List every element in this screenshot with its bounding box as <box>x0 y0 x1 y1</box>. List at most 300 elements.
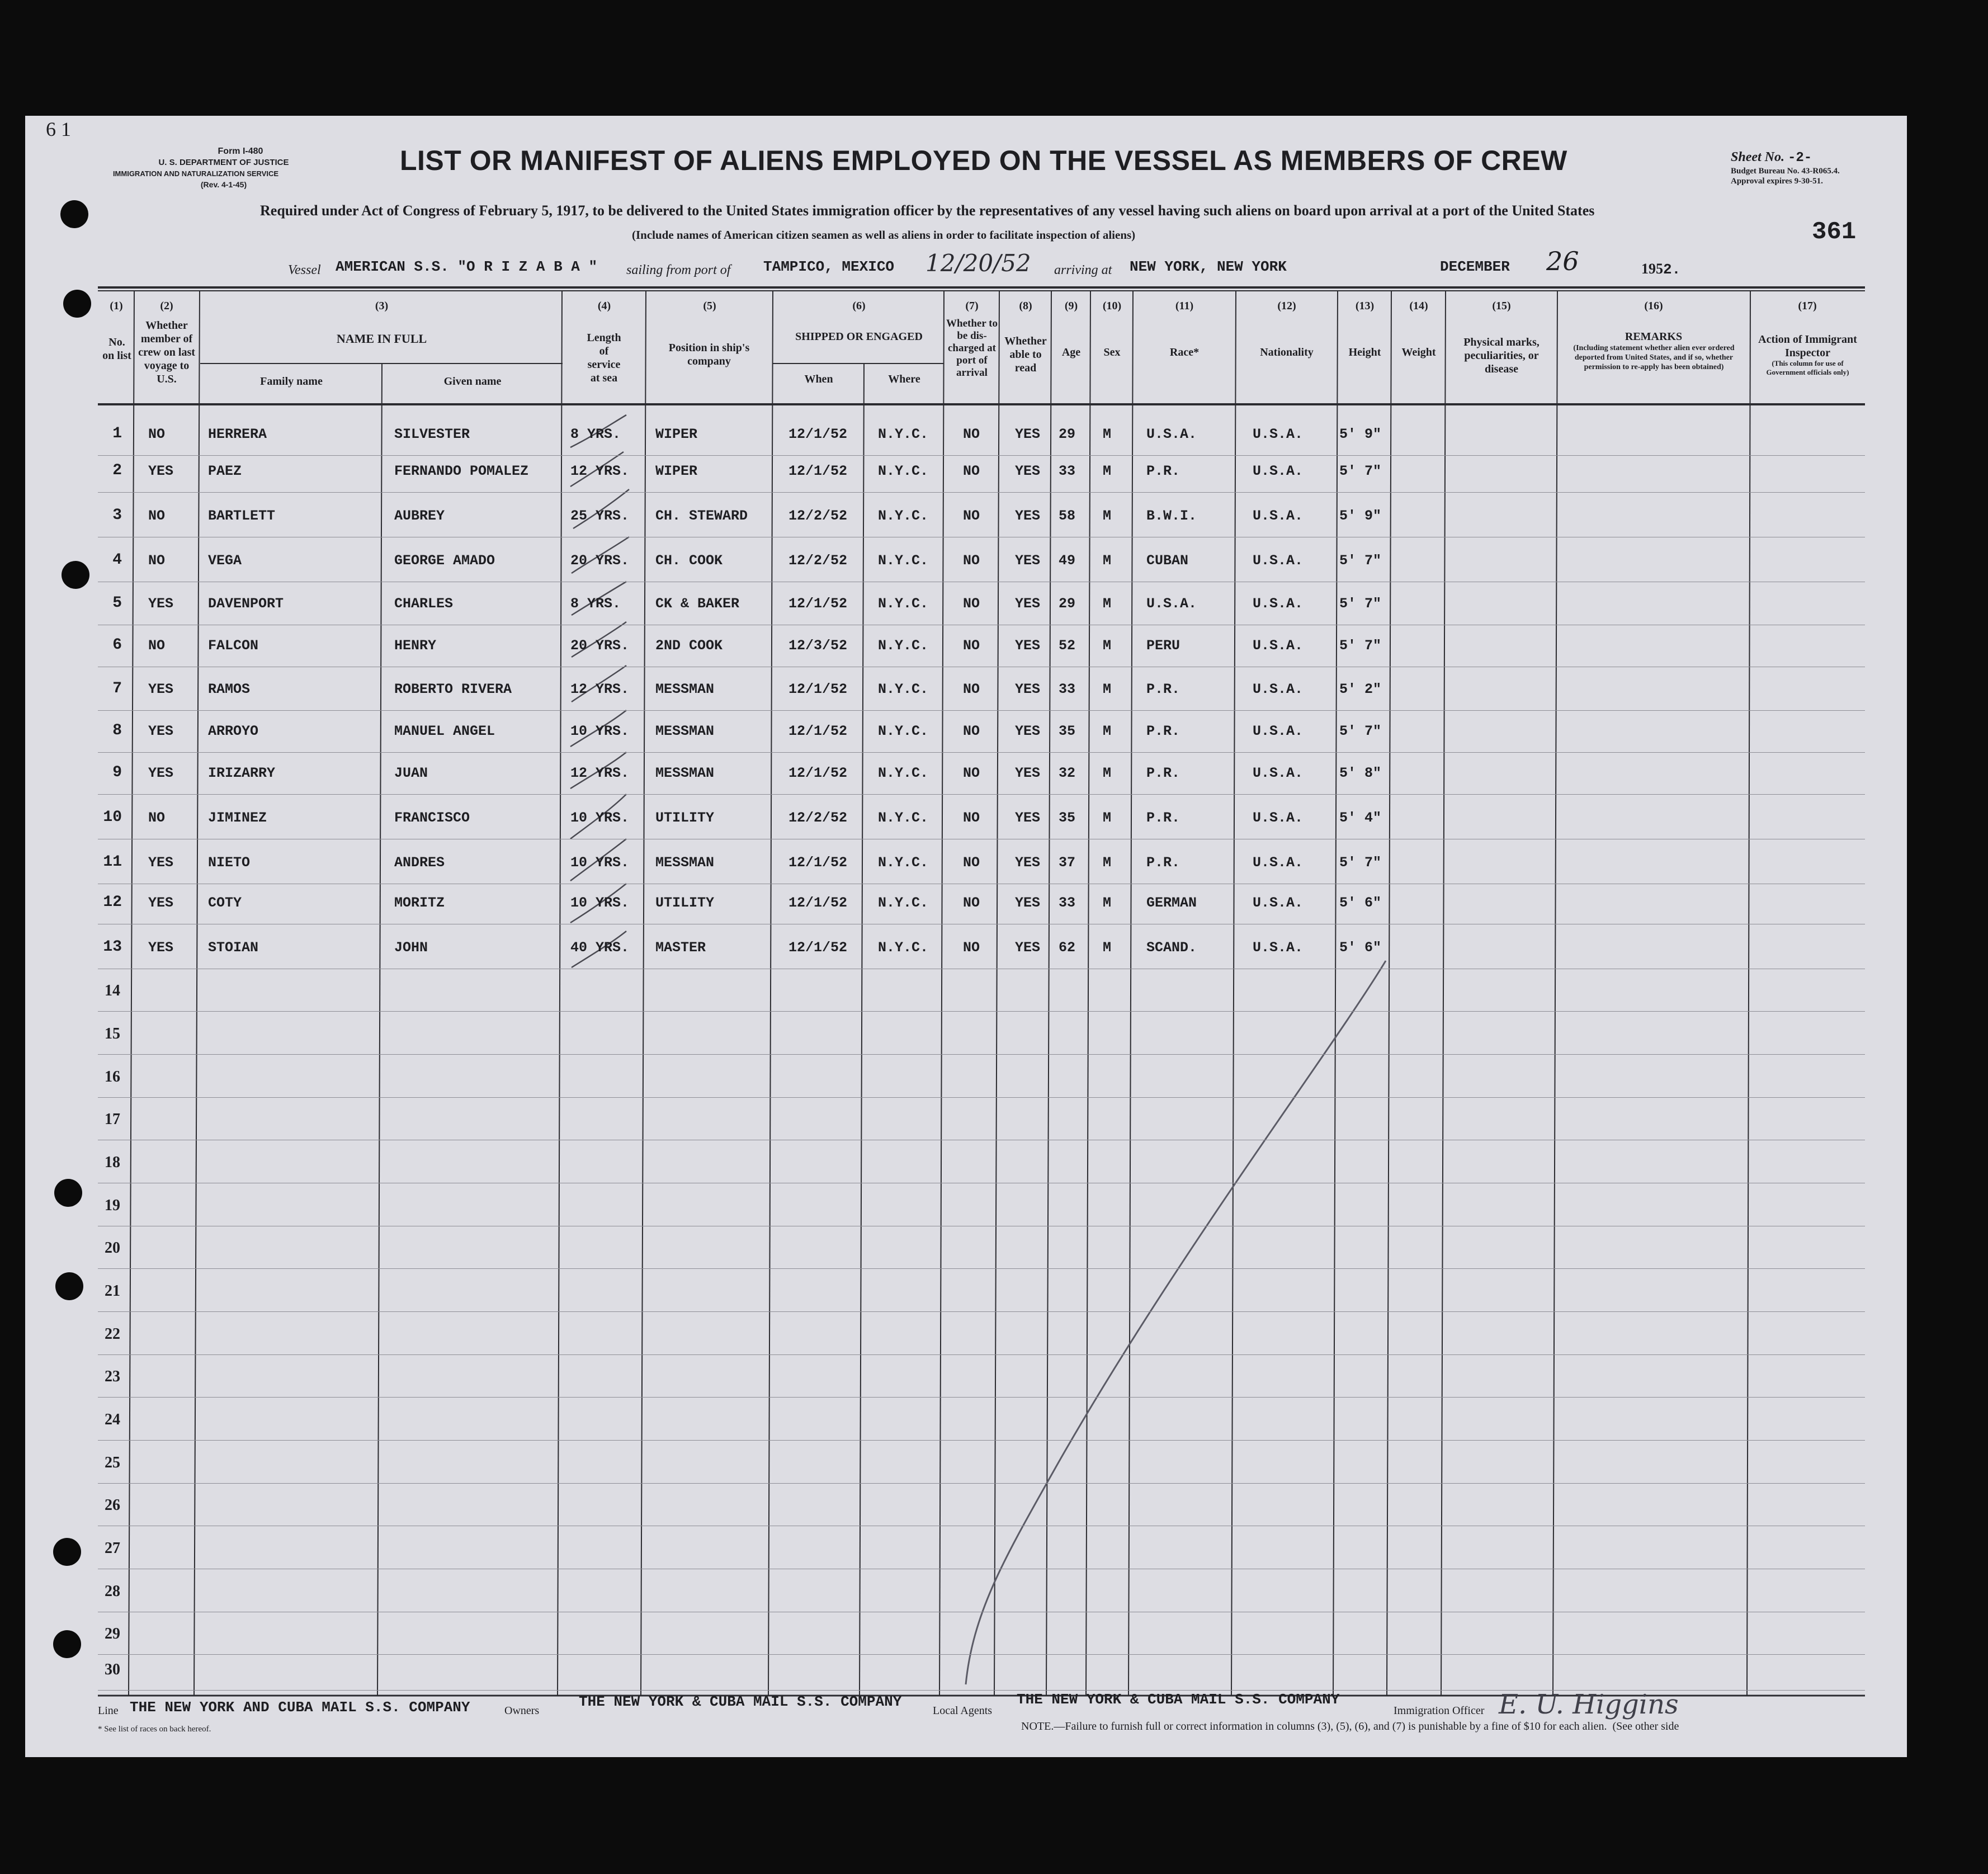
cell-position: WIPER <box>655 426 698 442</box>
name-in-full-header: NAME IN FULL <box>336 332 427 346</box>
cell-race: P.R. <box>1146 855 1180 871</box>
col-5-number: (5) <box>703 300 716 312</box>
cell-given: FRANCISCO <box>394 810 470 826</box>
cell-family: VEGA <box>208 553 242 569</box>
crew-row <box>0 722 1907 761</box>
cell-height: 5' 9" <box>1339 426 1382 442</box>
cell-height: 5' 8" <box>1339 765 1382 781</box>
empty-row-number: 14 <box>105 982 120 999</box>
cell-read: YES <box>1015 810 1041 826</box>
col-16-number: (16) <box>1644 300 1663 312</box>
cell-nationality: U.S.A. <box>1253 940 1304 956</box>
cell-nationality: U.S.A. <box>1253 426 1304 442</box>
sheet-label: Sheet No. <box>1731 150 1784 164</box>
cell-service: 10 YRS. <box>570 855 630 871</box>
col-17-number: (17) <box>1798 300 1817 312</box>
cell-when: 12/2/52 <box>788 508 848 524</box>
cell-given: HENRY <box>394 638 437 654</box>
col-4-number: (4) <box>597 300 611 312</box>
cell-sex: M <box>1103 810 1112 826</box>
cell-given: ROBERTO RIVERA <box>394 681 512 697</box>
row-rule <box>98 1311 1865 1312</box>
cell-given: ANDRES <box>394 855 445 871</box>
cell-discharged: NO <box>963 508 980 524</box>
cell-discharged: NO <box>963 681 980 697</box>
empty-row-number: 24 <box>105 1411 120 1428</box>
cell-family: RAMOS <box>208 681 251 697</box>
cell-given: AUBREY <box>394 508 445 524</box>
empty-row-number: 27 <box>105 1540 120 1557</box>
cell-family: NIETO <box>208 855 251 871</box>
pencil-strike-line <box>966 961 1386 1684</box>
destination: NEW YORK, NEW YORK <box>1130 258 1287 275</box>
cell-position: MESSMAN <box>655 855 715 871</box>
cell-where: N.Y.C. <box>878 638 929 654</box>
empty-row-number: 29 <box>105 1625 120 1642</box>
cell-age: 35 <box>1059 723 1076 739</box>
cell-height: 5' 7" <box>1339 463 1382 479</box>
empty-row-number: 15 <box>105 1025 120 1042</box>
col-9-number: (9) <box>1064 300 1078 312</box>
cell-family: BARTLETT <box>208 508 276 524</box>
cell-read: YES <box>1015 638 1041 654</box>
subtitle-note: (Include names of American citizen seamen as well as aliens in order to facilitate inspection of aliens) <box>632 228 1136 242</box>
cell-read: YES <box>1015 596 1041 612</box>
cell-age: 52 <box>1059 638 1076 654</box>
cell-discharged: NO <box>963 940 980 956</box>
row-number: 2 <box>112 462 122 479</box>
empty-row-number: 26 <box>105 1497 120 1514</box>
col-1-label: No. on list <box>102 336 131 362</box>
cell-height: 5' 4" <box>1339 810 1382 826</box>
row-number: 8 <box>112 722 122 739</box>
cell-position: MESSMAN <box>655 765 715 781</box>
cell-nationality: U.S.A. <box>1253 463 1304 479</box>
cell-race: P.R. <box>1146 463 1180 479</box>
stamp-number: 361 <box>1812 218 1857 246</box>
cell-when: 12/1/52 <box>788 855 848 871</box>
cell-nationality: U.S.A. <box>1253 638 1304 654</box>
cell-given: JOHN <box>394 940 428 956</box>
cell-sex: M <box>1103 508 1112 524</box>
cell-sex: M <box>1103 426 1112 442</box>
cell-family: ARROYO <box>208 723 259 739</box>
cell-age: 33 <box>1059 463 1076 479</box>
cell-given: GEORGE AMADO <box>394 553 495 569</box>
cell-sex: M <box>1103 855 1112 871</box>
crew-row <box>0 636 1907 676</box>
cell-age: 33 <box>1059 681 1076 697</box>
cell-position: CH. STEWARD <box>655 508 748 524</box>
cell-when: 12/2/52 <box>788 553 848 569</box>
cell-position: CK & BAKER <box>655 596 740 612</box>
cell-sex: M <box>1103 895 1112 911</box>
vessel-label: Vessel <box>288 263 321 277</box>
cell-family: FALCON <box>208 638 259 654</box>
row-number: 12 <box>103 894 122 911</box>
row-number: 6 <box>112 636 122 654</box>
cell-discharged: NO <box>963 765 980 781</box>
cell-discharged: NO <box>963 810 980 826</box>
cell-sex: M <box>1103 553 1112 569</box>
cell-race: P.R. <box>1146 681 1180 697</box>
crew-row <box>0 425 1907 464</box>
cell-family: COTY <box>208 895 242 911</box>
cell-when: 12/1/52 <box>788 596 848 612</box>
cell-height: 5' 6" <box>1339 895 1382 911</box>
races-note: * See list of races on back hereof. <box>98 1725 211 1734</box>
col-3-number: (3) <box>375 300 389 312</box>
cell-family: DAVENPORT <box>208 596 284 612</box>
col-13-number: (13) <box>1355 300 1375 312</box>
cell-service: 10 YRS. <box>570 810 630 826</box>
row-number: 9 <box>112 764 122 781</box>
cell-read: YES <box>1015 723 1041 739</box>
cell-read: YES <box>1015 940 1041 956</box>
crew-row <box>0 853 1907 893</box>
cell-service: 12 YRS. <box>570 765 630 781</box>
page-title: LIST OR MANIFEST OF ALIENS EMPLOYED ON THE VESSEL AS MEMBERS OF CREW <box>400 145 1567 176</box>
crew-row <box>0 507 1907 546</box>
row-number: 10 <box>103 809 122 826</box>
department: U. S. DEPARTMENT OF JUSTICE <box>158 158 289 167</box>
arriving-label: arriving at <box>1054 263 1112 277</box>
cell-where: N.Y.C. <box>878 940 929 956</box>
cell-where: N.Y.C. <box>878 810 929 826</box>
col-4-label: Length of service at sea <box>587 332 621 384</box>
cell-discharged: NO <box>963 553 980 569</box>
cell-sex: M <box>1103 681 1112 697</box>
arrival-month: DECEMBER <box>1440 258 1510 275</box>
cell-prev: YES <box>148 596 174 612</box>
empty-row-number: 20 <box>105 1239 120 1257</box>
cell-when: 12/1/52 <box>788 895 848 911</box>
col-10-number: (10) <box>1102 300 1122 312</box>
cell-given: MORITZ <box>394 895 445 911</box>
cell-service: 8 YRS. <box>570 426 621 442</box>
cell-race: P.R. <box>1146 723 1180 739</box>
cell-sex: M <box>1103 940 1112 956</box>
row-number: 4 <box>112 551 122 569</box>
cell-age: 29 <box>1059 596 1076 612</box>
family-name-header: Family name <box>260 375 323 388</box>
cell-read: YES <box>1015 553 1041 569</box>
cell-prev: NO <box>148 553 166 569</box>
col-2-number: (2) <box>160 300 173 312</box>
cell-height: 5' 7" <box>1339 723 1382 739</box>
empty-row-number: 22 <box>105 1325 120 1343</box>
form-number: Form I-480 <box>218 147 263 156</box>
cell-when: 12/1/52 <box>788 723 848 739</box>
cell-read: YES <box>1015 681 1041 697</box>
cell-service: 12 YRS. <box>570 681 630 697</box>
cell-where: N.Y.C. <box>878 426 929 442</box>
cell-race: GERMAN <box>1146 895 1197 911</box>
cell-age: 33 <box>1059 895 1076 911</box>
cell-age: 35 <box>1059 810 1076 826</box>
cell-given: FERNANDO POMALEZ <box>394 463 529 479</box>
cell-race: U.S.A. <box>1146 596 1197 612</box>
subtitle: Required under Act of Congress of February 5, 1917, to be delivered to the United States immigration officer by the representatives of any vessel having such aliens on board upon arrival at a port of the United States <box>260 202 1595 219</box>
cell-height: 5' 7" <box>1339 638 1382 654</box>
col-6-number: (6) <box>852 300 866 312</box>
cell-discharged: NO <box>963 723 980 739</box>
crew-row <box>0 809 1907 848</box>
row-rule <box>98 1397 1865 1398</box>
remarks-header: REMARKS <box>1625 331 1683 343</box>
cell-given: SILVESTER <box>394 426 470 442</box>
cell-family: JIMINEZ <box>208 810 267 826</box>
cell-service: 25 YRS. <box>570 508 630 524</box>
cell-nationality: U.S.A. <box>1253 596 1304 612</box>
departure-port: TAMPICO, MEXICO <box>763 258 895 275</box>
cell-race: P.R. <box>1146 810 1180 826</box>
cell-discharged: NO <box>963 463 980 479</box>
row-rule <box>98 1654 1865 1655</box>
note-text: —Failure to furnish full or correct information in columns (3), (5), (6), and (7) is punishable by a fine of $10 for each alien. <box>1054 1720 1607 1733</box>
corner-mark: 6 1 <box>46 118 71 140</box>
local-agents-value: THE NEW YORK & CUBA MAIL S.S. COMPANY <box>1017 1691 1340 1708</box>
cell-service: 12 YRS. <box>570 463 630 479</box>
cell-sex: M <box>1103 765 1112 781</box>
cell-service: 40 YRS. <box>570 940 630 956</box>
cell-age: 29 <box>1059 426 1076 442</box>
crew-row <box>0 894 1907 933</box>
crew-row <box>0 594 1907 634</box>
cell-sex: M <box>1103 463 1112 479</box>
cell-nationality: U.S.A. <box>1253 895 1304 911</box>
cell-race: U.S.A. <box>1146 426 1197 442</box>
note-label: NOTE. <box>1021 1720 1054 1733</box>
cell-age: 37 <box>1059 855 1076 871</box>
col-17-subheader: (This column for use of Government officials only) <box>1766 359 1849 376</box>
footer-note <box>1021 1720 1679 1733</box>
shipped-or-engaged-header: SHIPPED OR ENGAGED <box>795 331 923 343</box>
cell-given: JUAN <box>394 765 428 781</box>
row-rule <box>98 1268 1865 1269</box>
cell-prev: YES <box>148 895 174 911</box>
empty-row-number: 23 <box>105 1368 120 1385</box>
cell-nationality: U.S.A. <box>1253 765 1304 781</box>
cell-discharged: NO <box>963 855 980 871</box>
row-number: 11 <box>103 853 122 871</box>
cell-service: 20 YRS. <box>570 553 630 569</box>
cell-where: N.Y.C. <box>878 553 929 569</box>
cell-height: 5' 2" <box>1339 681 1382 697</box>
col-8-label: Whether able to read <box>1004 335 1047 374</box>
cell-race: P.R. <box>1146 765 1180 781</box>
cell-race: CUBAN <box>1146 553 1189 569</box>
row-number: 3 <box>112 507 122 524</box>
cell-when: 12/1/52 <box>788 940 848 956</box>
crew-row <box>0 551 1907 591</box>
arrival-day: 26 <box>1546 246 1579 276</box>
cell-race: PERU <box>1146 638 1180 654</box>
cell-read: YES <box>1015 765 1041 781</box>
cell-where: N.Y.C. <box>878 681 929 697</box>
cell-sex: M <box>1103 723 1112 739</box>
cell-prev: YES <box>148 765 174 781</box>
col-7-label: Whether to be dis-charged at port of arrival <box>946 318 998 379</box>
cell-age: 32 <box>1059 765 1076 781</box>
local-agents-label: Local Agents <box>933 1705 993 1717</box>
cell-read: YES <box>1015 426 1041 442</box>
cell-discharged: NO <box>963 895 980 911</box>
row-rule <box>98 1483 1865 1484</box>
cell-when: 12/1/52 <box>788 426 848 442</box>
col-11-label: Race* <box>1169 346 1200 358</box>
row-number: 13 <box>103 938 122 956</box>
line-label: Line <box>98 1705 119 1717</box>
col-1-number: (1) <box>110 300 123 312</box>
cell-given: CHARLES <box>394 596 454 612</box>
budget-bureau: Budget Bureau No. 43-R065.4. <box>1731 167 1840 176</box>
cell-position: MASTER <box>655 940 706 956</box>
cell-height: 5' 6" <box>1339 940 1382 956</box>
col-13-label: Height <box>1348 346 1381 358</box>
cell-prev: NO <box>148 638 166 654</box>
cell-read: YES <box>1015 855 1041 871</box>
sailing-label: sailing from port of <box>626 263 731 277</box>
row-rule <box>98 1354 1865 1355</box>
col-15-label: Physical marks, peculiarities, or disease <box>1463 336 1540 375</box>
cell-nationality: U.S.A. <box>1253 810 1304 826</box>
cell-sex: M <box>1103 596 1112 612</box>
cell-position: MESSMAN <box>655 681 715 697</box>
year-prefix: 195 <box>1641 261 1663 277</box>
cell-prev: YES <box>148 463 174 479</box>
cell-when: 12/2/52 <box>788 810 848 826</box>
cell-nationality: U.S.A. <box>1253 553 1304 569</box>
col-12-label: Nationality <box>1260 346 1314 358</box>
owners-label: Owners <box>504 1705 540 1717</box>
row-number: 1 <box>112 425 122 442</box>
col-2-label: Whether member of crew on last voyage to U.S. <box>138 319 195 385</box>
col-12-number: (12) <box>1277 300 1296 312</box>
sailing-date: 12/20/52 <box>925 249 1031 277</box>
remarks-subheader: (Including statement whether alien ever ordered deported from United States, and if so, whether permission to re-apply has been obtained) <box>1573 344 1735 371</box>
row-rule <box>98 1054 1865 1055</box>
crew-row <box>0 462 1907 501</box>
col-11-number: (11) <box>1175 300 1194 312</box>
cell-when: 12/1/52 <box>788 681 848 697</box>
empty-row-number: 21 <box>105 1282 120 1300</box>
col-8-number: (8) <box>1019 300 1032 312</box>
cell-service: 10 YRS. <box>570 895 630 911</box>
cell-service: 8 YRS. <box>570 596 621 612</box>
cell-height: 5' 7" <box>1339 553 1382 569</box>
crew-row <box>0 764 1907 803</box>
cell-read: YES <box>1015 508 1041 524</box>
cell-age: 62 <box>1059 940 1076 956</box>
see-other-side: (See other side <box>1612 1720 1679 1733</box>
cell-nationality: U.S.A. <box>1253 855 1304 871</box>
cell-position: MESSMAN <box>655 723 715 739</box>
cell-prev: YES <box>148 940 174 956</box>
cell-discharged: NO <box>963 638 980 654</box>
cell-where: N.Y.C. <box>878 596 929 612</box>
col-7-number: (7) <box>965 300 979 312</box>
immigration-officer-signature: E. U. Higgins <box>1499 1689 1679 1720</box>
cell-family: HERRERA <box>208 426 267 442</box>
col-17-label: Action of Immigrant Inspector <box>1758 333 1857 359</box>
cell-where: N.Y.C. <box>878 463 929 479</box>
where-header: Where <box>888 373 920 385</box>
cell-prev: NO <box>148 810 166 826</box>
row-rule <box>98 1011 1865 1012</box>
row-rule <box>98 1440 1865 1441</box>
cell-when: 12/3/52 <box>788 638 848 654</box>
cell-read: YES <box>1015 463 1041 479</box>
cell-nationality: U.S.A. <box>1253 508 1304 524</box>
cell-family: STOIAN <box>208 940 259 956</box>
col-14-label: Weight <box>1401 346 1436 358</box>
line-value: THE NEW YORK AND CUBA MAIL S.S. COMPANY <box>130 1699 470 1716</box>
cell-nationality: U.S.A. <box>1253 681 1304 697</box>
cell-height: 5' 7" <box>1339 596 1382 612</box>
approval-expires: Approval expires 9-30-51. <box>1731 177 1823 186</box>
when-header: When <box>804 373 833 385</box>
cell-prev: NO <box>148 426 166 442</box>
col-9-label: Age <box>1061 346 1081 358</box>
cell-where: N.Y.C. <box>878 765 929 781</box>
crew-row <box>0 680 1907 719</box>
empty-row-number: 16 <box>105 1068 120 1085</box>
cell-position: 2ND COOK <box>655 638 723 654</box>
cell-service: 10 YRS. <box>570 723 630 739</box>
col-5-label: Position in ship's company <box>668 342 750 367</box>
col-10-label: Sex <box>1103 346 1121 358</box>
cell-sex: M <box>1103 638 1112 654</box>
cell-family: PAEZ <box>208 463 242 479</box>
cell-race: SCAND. <box>1146 940 1197 956</box>
cell-where: N.Y.C. <box>878 855 929 871</box>
cell-where: N.Y.C. <box>878 895 929 911</box>
empty-row-number: 18 <box>105 1154 120 1171</box>
cell-position: UTILITY <box>655 895 715 911</box>
empty-row-number: 17 <box>105 1111 120 1128</box>
year-suffix: 2. <box>1663 261 1681 278</box>
empty-row-number: 19 <box>105 1197 120 1214</box>
cell-race: B.W.I. <box>1146 508 1197 524</box>
cell-prev: YES <box>148 723 174 739</box>
revision: (Rev. 4-1-45) <box>200 180 247 189</box>
owners-value: THE NEW YORK & CUBA MAIL S.S. COMPANY <box>579 1693 902 1710</box>
cell-prev: YES <box>148 855 174 871</box>
crew-row <box>0 938 1907 978</box>
vessel-name: AMERICAN S.S. "O R I Z A B A " <box>336 258 598 275</box>
col-14-number: (14) <box>1409 300 1428 312</box>
cell-position: CH. COOK <box>655 553 723 569</box>
cell-where: N.Y.C. <box>878 508 929 524</box>
empty-row-number: 30 <box>105 1661 120 1678</box>
cell-when: 12/1/52 <box>788 765 848 781</box>
cell-service: 20 YRS. <box>570 638 630 654</box>
cell-where: N.Y.C. <box>878 723 929 739</box>
row-rule <box>98 1097 1865 1098</box>
col-15-number: (15) <box>1492 300 1511 312</box>
cell-prev: NO <box>148 508 166 524</box>
cell-when: 12/1/52 <box>788 463 848 479</box>
cell-discharged: NO <box>963 596 980 612</box>
cell-position: WIPER <box>655 463 698 479</box>
cell-height: 5' 7" <box>1339 855 1382 871</box>
cell-given: MANUEL ANGEL <box>394 723 495 739</box>
service: IMMIGRATION AND NATURALIZATION SERVICE <box>112 169 279 178</box>
empty-row-number: 25 <box>105 1454 120 1471</box>
row-number: 5 <box>112 594 122 612</box>
cell-height: 5' 9" <box>1339 508 1382 524</box>
